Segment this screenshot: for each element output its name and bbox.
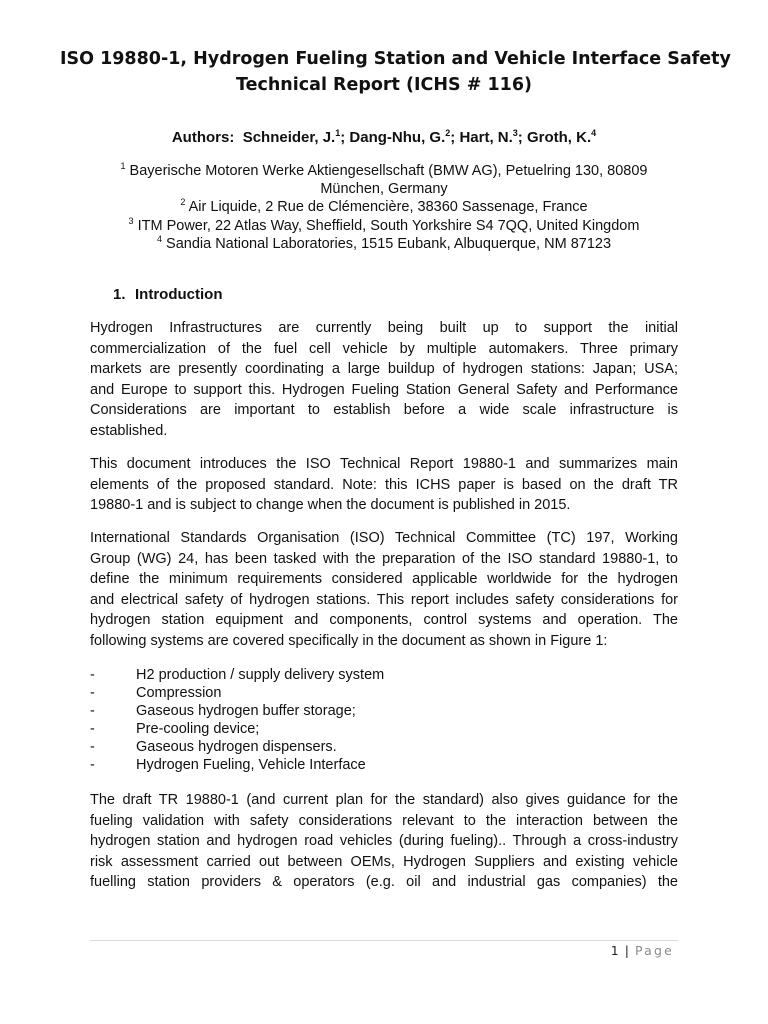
affiliation — [90, 235, 678, 253]
affiliation-sup: 2 — [180, 197, 186, 208]
author-sep: ; — [450, 129, 456, 146]
paragraph-3 — [90, 528, 678, 651]
list-item-text: Gaseous hydrogen dispensers. — [136, 739, 337, 755]
list-item-text: Pre-cooling device; — [136, 721, 260, 737]
affiliation — [90, 217, 678, 235]
list-item — [90, 738, 678, 756]
paragraph-line: International Standards Organisation (ISO) Technical Committee (TC) 197, Working — [90, 530, 678, 546]
affiliation-continuation: München, Germany — [320, 181, 448, 198]
paragraph-line: fuelling station providers & operators (e.g. oil and industrial gas companies) the — [90, 874, 678, 890]
author-sup: 1 — [335, 128, 341, 138]
paragraph-line: risk assessment carried out between OEMs, Hydrogen Suppliers and existing vehicle — [90, 853, 678, 870]
paragraph-line: This document introduces the ISO Technical Report 19880-1 and summarizes main — [90, 456, 678, 472]
list-item — [90, 684, 678, 702]
affiliation-text: ITM Power, 22 Atlas Way, Sheffield, South Yorkshire S4 7QQ, United Kingdom — [137, 217, 640, 234]
page-label: Page — [634, 943, 674, 958]
affiliation-sup: 1 — [120, 161, 126, 172]
affiliations — [90, 162, 678, 253]
list-item — [90, 702, 678, 720]
paragraph-line: elements of the proposed standard. Note: this ICHS paper is based on the draft TR — [90, 476, 678, 493]
paragraph-line: and Europe to support this. Hydrogen Fueling Station General Safety and Performance — [90, 381, 678, 398]
affiliation-sup: 4 — [156, 233, 162, 244]
paragraph-line: hydrogen station equipment and components, control systems and operation. The — [90, 612, 678, 628]
author-name: Groth, K. — [526, 129, 592, 146]
footer-divider — [90, 940, 678, 941]
affiliation-text: Bayerische Motoren Werke Aktiengesellschaft (BMW AG), Petuelring 130, 80809 — [129, 163, 648, 179]
section-heading — [113, 286, 222, 304]
paragraph-line: The draft TR 19880-1 (and current plan for the standard) also gives guidance for the — [90, 792, 678, 808]
author — [243, 129, 346, 146]
page-number: 1 — [610, 943, 619, 958]
list-item — [90, 720, 678, 738]
paragraph-2 — [90, 454, 678, 516]
affiliation-text: Sandia National Laboratories, 1515 Eubank, Albuquerque, NM 87123 — [166, 235, 612, 252]
author-name: Dang-Nhu, G. — [349, 129, 446, 146]
paragraph-line: following systems are covered specifically in the document as shown in Figure 1: — [90, 632, 608, 649]
list-bullet: - — [90, 721, 95, 737]
paragraph-line: 19880-1 and is subject to change when the document is published in 2015. — [90, 497, 571, 513]
author-sup: 2 — [445, 128, 451, 138]
author — [349, 129, 455, 146]
list-item — [90, 666, 678, 684]
paragraph-line: Group (WG) 24, has been tasked with the preparation of the ISO standard 19880-1, to — [90, 550, 678, 567]
list-item-text: Compression — [136, 685, 222, 701]
document-title — [60, 46, 731, 98]
paragraph-line: define the minimum requirements considered applicable worldwide for the hydrogen — [90, 571, 678, 587]
list-bullet: - — [90, 667, 95, 683]
paragraph-line: fueling validation with safety considerations relevant to the interaction between the — [90, 812, 678, 829]
author-sep: ; — [517, 129, 523, 146]
list-bullet: - — [90, 739, 95, 755]
affiliation — [90, 162, 678, 180]
authors-prefix: Authors: — [171, 129, 235, 146]
list-item-text: Gaseous hydrogen buffer storage; — [136, 703, 356, 719]
author-sup: 4 — [591, 128, 597, 138]
author-sup: 3 — [512, 128, 518, 138]
paragraph-line: Considerations are important to establish before a wide scale infrastructure is — [90, 402, 678, 418]
author-name: Schneider, J. — [242, 129, 336, 146]
list-bullet: - — [90, 757, 95, 773]
list-bullet: - — [90, 685, 95, 701]
list-item-text: Hydrogen Fueling, Vehicle Interface — [136, 757, 366, 773]
title-line-1: ISO 19880-1, Hydrogen Fueling Station and Vehicle Interface Safety — [60, 49, 731, 69]
list-bullet: - — [90, 703, 95, 719]
affiliation-text: Air Liquide, 2 Rue de Clémencière, 38360 Sassenage, France — [188, 199, 588, 216]
author — [527, 129, 596, 146]
authors-line — [90, 128, 678, 148]
section-number: 1. — [113, 286, 126, 303]
paragraph-line: markets are presently coordinating a large buildup of hydrogen stations: Japan; USA; — [90, 361, 678, 377]
title-line-2: Technical Report (ICHS # 116) — [235, 75, 532, 95]
page-footer — [611, 943, 674, 958]
paragraph-1 — [90, 318, 678, 441]
paragraph-line: established. — [90, 422, 168, 439]
paragraph-line: and electrical safety of hydrogen stations. This report includes safety considerations for — [90, 591, 678, 608]
footer-separator: | — [624, 943, 629, 958]
paragraph-line: hydrogen station and hydrogen road vehicles (during fueling).. Through a cross-industry — [90, 833, 678, 849]
section-title: Introduction — [135, 286, 223, 303]
list-item-text: H2 production / supply delivery system — [136, 667, 385, 683]
systems-list — [90, 666, 678, 774]
paragraph-line: commercialization of the fuel cell vehicle by multiple automakers. Three primary — [90, 340, 678, 357]
paragraph-line: Hydrogen Infrastructures are currently being built up to support the initial — [90, 320, 678, 336]
author-name: Hart, N. — [459, 129, 513, 146]
author — [459, 129, 522, 146]
affiliation — [90, 198, 678, 216]
affiliation-sup: 3 — [128, 215, 134, 226]
list-item — [90, 756, 678, 774]
author-sep: ; — [340, 129, 346, 146]
paragraph-4 — [90, 790, 678, 893]
